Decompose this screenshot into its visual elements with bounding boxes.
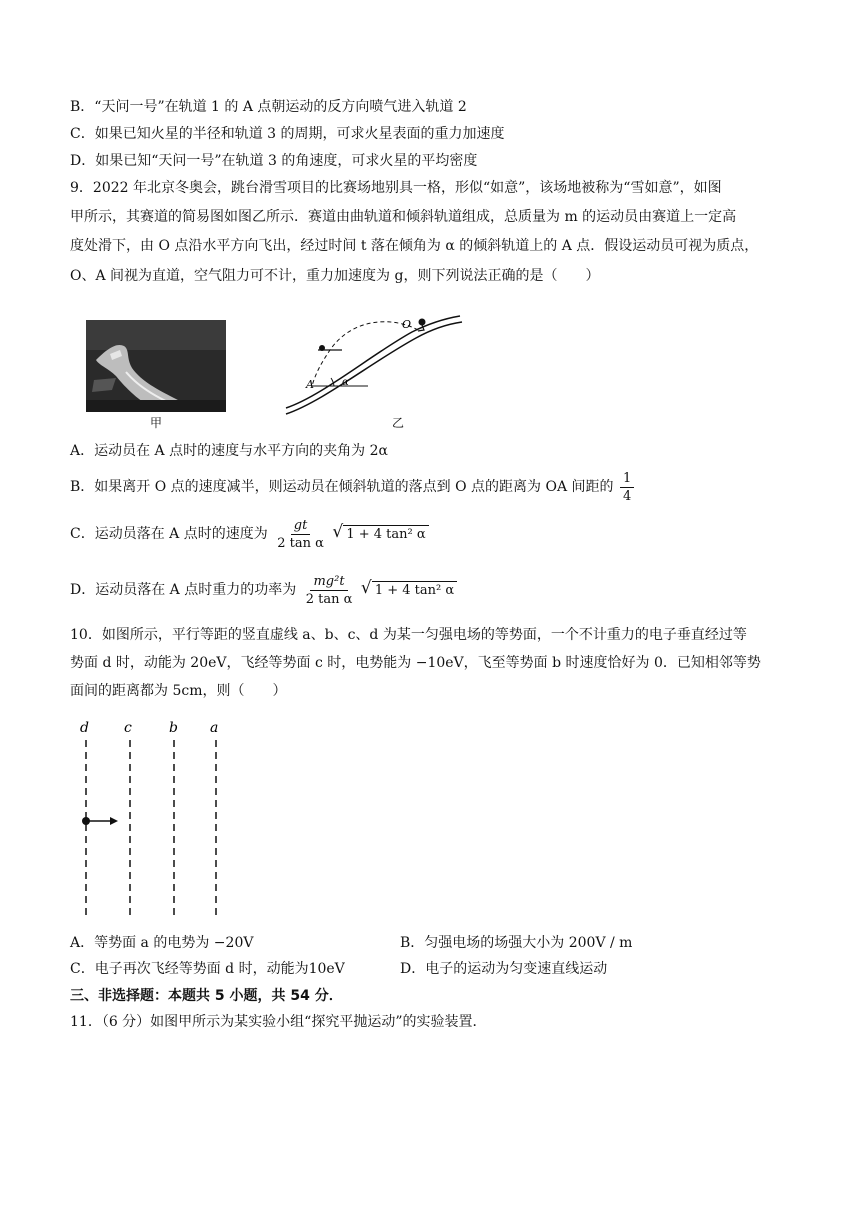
- fraction-numerator: 1: [620, 470, 634, 488]
- square-root: √ 1 + 4 tan² α: [343, 525, 428, 544]
- q10-option-d: D．电子的运动为匀变速直线运动: [400, 961, 608, 977]
- point-o-label: O: [402, 318, 412, 331]
- line-c-label: c: [124, 720, 132, 736]
- q9-option-b-fraction: [620, 470, 634, 505]
- section3-heading: 三、非选择题：本题共 5 小题，共 54 分．: [70, 988, 343, 1004]
- equipotential-lines-diagram: [72, 716, 232, 920]
- q8-option-c: C．如果已知火星的半径和轨道 3 的周期，可求火星表面的重力加速度: [70, 126, 505, 142]
- q10-stem-line3: 面间的距离都为 5cm，则（ ）: [70, 683, 287, 699]
- q8-option-b: B．“天问一号”在轨道 1 的 A 点朝运动的反方向喷气进入轨道 2: [70, 99, 467, 115]
- q9-option-c: [70, 514, 429, 554]
- line-d-label: d: [80, 720, 89, 736]
- fraction-denominator: 2 tan α: [305, 591, 353, 607]
- q9-stem-line2: 甲所示，其赛道的简易图如图乙所示．赛道由曲轨道和倾斜轨道组成，总质量为 m 的运动员由赛道上一定高: [70, 209, 737, 225]
- square-root: √ 1 + 4 tan² α: [372, 581, 457, 600]
- q9-option-d-fraction: [303, 573, 356, 608]
- q11-stem: 11．（6 分）如图甲所示为某实验小组“探究平抛运动”的实验装置．: [70, 1014, 487, 1030]
- q9-stem-line4: O、A 间视为直道，空气阻力可不计，重力加速度为 g，则下列说法正确的是（ ）: [70, 268, 600, 284]
- q8-option-d: D．如果已知“天问一号”在轨道 3 的角速度，可求火星的平均密度: [70, 153, 478, 169]
- q9-option-b-text: B．如果离开 O 点的速度减半，则运动员在倾斜轨道的落点到 O 点的距离为 OA 间距的: [70, 479, 614, 495]
- q9-stem-line3: 度处滑下，由 O 点沿水平方向飞出，经过时间 t 落在倾角为 α 的倾斜轨道上的 A 点．假设运动员可视为质点，: [70, 238, 759, 254]
- q10-option-a: A．等势面 a 的电势为 −20V: [70, 935, 254, 951]
- q9-figure-yi: [282, 310, 466, 432]
- q10-stem-line2: 势面 d 时，动能为 20eV，飞经等势面 c 时，电势能为 −10eV，飞至等势面 b 时速度恰好为 0．已知相邻等势: [70, 655, 761, 671]
- q9-option-c-fraction: [274, 517, 327, 552]
- q9-figure-label-jia: 甲: [150, 416, 163, 430]
- fraction-numerator: gt: [291, 517, 311, 535]
- q9-figure-jia: [86, 320, 226, 430]
- line-b-label: b: [169, 720, 178, 736]
- q10-option-b: B．匀强电场的场强大小为 200V / m: [400, 935, 633, 951]
- fraction-denominator: 2 tan α: [277, 535, 324, 551]
- ski-jump-photo: [86, 320, 226, 412]
- q9-figure-label-yi: 乙: [392, 416, 405, 430]
- q9-option-c-text: C．运动员落在 A 点时的速度为: [70, 526, 268, 542]
- angle-alpha-label: α: [342, 377, 349, 388]
- q9-option-a: A．运动员在 A 点时的速度与水平方向的夹角为 2α: [70, 443, 388, 459]
- fraction-numerator: mg²t: [310, 573, 347, 591]
- q9-stem-line1: 9．2022 年北京冬奥会，跳台滑雪项目的比赛场地别具一格，形似“如意”，该场地被称为“雪如意”，如图: [70, 180, 722, 196]
- q10-option-c: C．电子再次飞经等势面 d 时，动能为10eV: [70, 961, 345, 977]
- q9-option-d: [70, 570, 457, 610]
- fraction-denominator: 4: [622, 488, 632, 504]
- line-a-label: a: [210, 720, 219, 736]
- ski-track-diagram: [282, 310, 466, 432]
- q9-option-b: [70, 468, 636, 506]
- point-a-label: A: [306, 378, 314, 391]
- q10-stem-line1: 10．如图所示，平行等距的竖直虚线 a、b、c、d 为某一匀强电场的等势面，一个不计重力的电子垂直经过等: [70, 627, 747, 643]
- q10-figure: [72, 716, 232, 920]
- q9-option-d-text: D．运动员落在 A 点时重力的功率为: [70, 582, 297, 598]
